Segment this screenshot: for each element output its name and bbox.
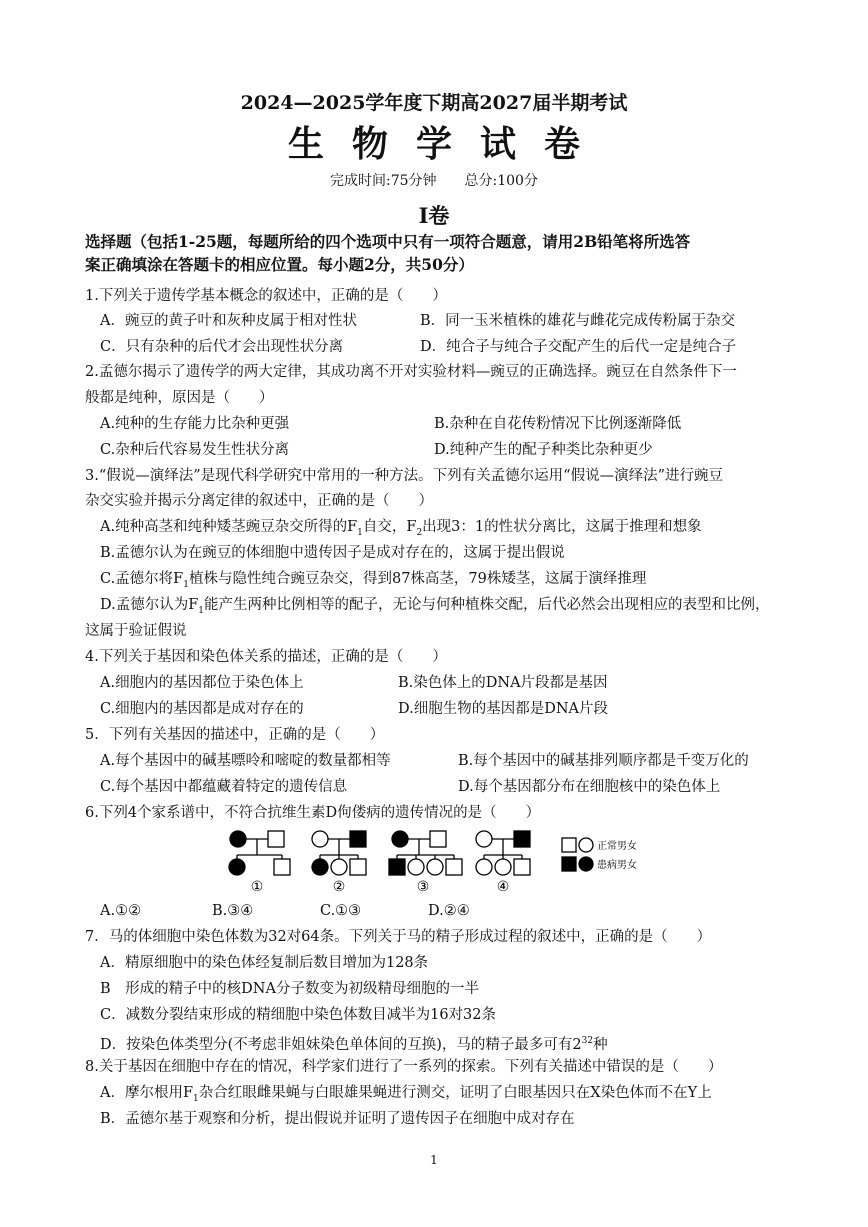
exam-info: 完成时间:75分钟 总分:100分	[330, 173, 538, 189]
q5-option-c: C.每个基因中都蕴藏着特定的遗传信息	[100, 779, 348, 795]
q1-option-b: B．同一玉米植株的雄花与雌花完成传粉属于杂交	[420, 313, 736, 329]
q2-option-a: A.纯种的生存能力比杂种更强	[100, 416, 290, 432]
q4-stem: 4.下列关于基因和染色体关系的描述，正确的是（ ）	[85, 649, 447, 665]
q1-option-a: A．豌豆的黄子叶和灰种皮属于相对性状	[100, 313, 357, 329]
q2-option-c: C.杂种后代容易发生性状分离	[100, 442, 290, 458]
pedigree-label-1: ①	[250, 879, 264, 895]
q6-option-a: A.①②	[100, 903, 142, 919]
pedigree-1	[229, 831, 290, 875]
q4-option-a: A.细胞内的基因都位于染色体上	[100, 675, 304, 691]
subject-title: 生物学试卷	[287, 123, 608, 165]
instructions-line-2: 案正确填涂在答题卡的相应位置。每小题2分，共50分）	[85, 255, 474, 274]
q2-option-d: D.纯种产生的配子种类比杂种更少	[434, 442, 653, 458]
pedigree-label-3: ③	[416, 879, 430, 895]
pedigree-4	[476, 831, 530, 875]
q5-option-d: D.每个基因都分布在细胞核中的染色体上	[458, 779, 721, 795]
q3-option-b: B.孟德尔认为在豌豆的体细胞中遗传因子是成对存在的，这属于提出假说	[100, 545, 565, 561]
q5-option-b: B.每个基因中的碱基排列顺序都是千变万化的	[458, 753, 749, 769]
q3-option-d-continued: 这属于验证假说	[85, 623, 187, 639]
q4-option-c: C.细胞内的基因都是成对存在的	[100, 701, 304, 717]
q2-stem-line-2: 般都是纯种，原因是（ ）	[85, 390, 274, 406]
pedigree-label-2: ②	[332, 879, 346, 895]
instructions-line-1: 选择题（包括1-25题，每题所给的四个选项中只有一项符合题意，请用2B铅笔将所选答	[85, 232, 691, 251]
q7-option-d: D．按染色体类型分(不考虑非姐妹染色单体间的互换)，马的精子最多可有$2^{32}$种	[100, 1036, 608, 1053]
q3-option-a: A.纯种高茎和纯种矮茎豌豆杂交所得的$F_1$自交，$F_2$出现3：1的性状分离比，这属于推理和想象	[100, 519, 702, 538]
q6-stem: 6.下列4个家系谱中，不符合抗维生素D佝偻病的遗传情况的是（ ）	[85, 805, 541, 821]
pedigree-label-4: ④	[496, 879, 510, 895]
q7-option-a: A．精原细胞中的染色体经复制后数目增加为128条	[100, 955, 429, 971]
q2-stem-line-1: 2.孟德尔揭示了遗传学的两大定律，其成功离不开对实验材料—豌豆的正确选择。豌豆在自然条件下一	[85, 364, 737, 380]
q4-option-b: B.染色体上的DNA片段都是基因	[398, 675, 608, 691]
q8-stem: 8.关于基因在细胞中存在的情况，科学家们进行了一系列的探索。下列有关描述中错误的是（ ）	[85, 1059, 723, 1075]
q7-option-b: B 形成的精子中的核DNA分子数变为初级精母细胞的一半	[100, 981, 479, 997]
q7-stem: 7．马的体细胞中染色体数为32对64条。下列关于马的精子形成过程的叙述中，正确的是（ ）	[85, 929, 712, 945]
q6-option-d: D.②④	[428, 903, 470, 919]
pedigree-3	[389, 831, 462, 875]
q3-stem-line-1: 3.“假说—演绎法”是现代科学研究中常用的一种方法。下列有关孟德尔运用“假说—演绎法”进行豌豆	[85, 468, 723, 484]
q6-option-c: C.①③	[320, 903, 362, 919]
q7-option-c: C．减数分裂结束形成的精细胞中染色体数目减半为16对32条	[100, 1007, 496, 1023]
volume-label: Ⅰ卷	[418, 203, 450, 228]
q3-stem-line-2: 杂交实验并揭示分离定律的叙述中，正确的是（ ）	[85, 493, 433, 509]
q4-option-d: D.细胞生物的基因都是DNA片段	[398, 701, 609, 717]
pedigree-figure	[220, 826, 680, 898]
legend-affected-label: 患病男女	[597, 860, 637, 871]
q1-option-c: C．只有杂种的后代才会出现性状分离	[100, 339, 344, 355]
q2-option-b: B.杂种在自花传粉情况下比例逐渐降低	[434, 416, 682, 432]
legend-normal-label: 正常男女	[597, 841, 637, 852]
q8-option-a: A．摩尔根用$F_1$杂合红眼雌果蝇与白眼雄果蝇进行测交，证明了白眼基因只在X染色体而不在Y上	[100, 1085, 712, 1104]
page-number: 1	[430, 1153, 438, 1167]
q3-option-d: D.孟德尔认为$F_1$能产生两种比例相等的配子，无论与何种植株交配，后代必然会出现相应的表型和比例，	[100, 597, 770, 616]
q8-option-b: B．孟德尔基于观察和分析，提出假说并证明了遗传因子在细胞中成对存在	[100, 1111, 575, 1127]
pedigree-2	[312, 831, 366, 875]
q1-option-d: D．纯合子与纯合子交配产生的后代一定是纯合子	[420, 339, 737, 355]
q1-stem: 1.下列关于遗传学基本概念的叙述中，正确的是（ ）	[85, 288, 447, 304]
q3-option-c: C.孟德尔将$F_1$植株与隐性纯合豌豆杂交，得到87株高茎，79株矮茎，这属于演绎推理	[100, 571, 647, 590]
pedigree-legend	[562, 838, 593, 871]
q5-option-a: A.每个基因中的碱基嘌呤和嘧啶的数量都相等	[100, 753, 391, 769]
q6-option-b: B.③④	[212, 903, 254, 919]
exam-title: 2024—2025学年度下期高2027届半期考试	[240, 92, 628, 114]
q5-stem: 5．下列有关基因的描述中，正确的是（ ）	[85, 727, 385, 743]
